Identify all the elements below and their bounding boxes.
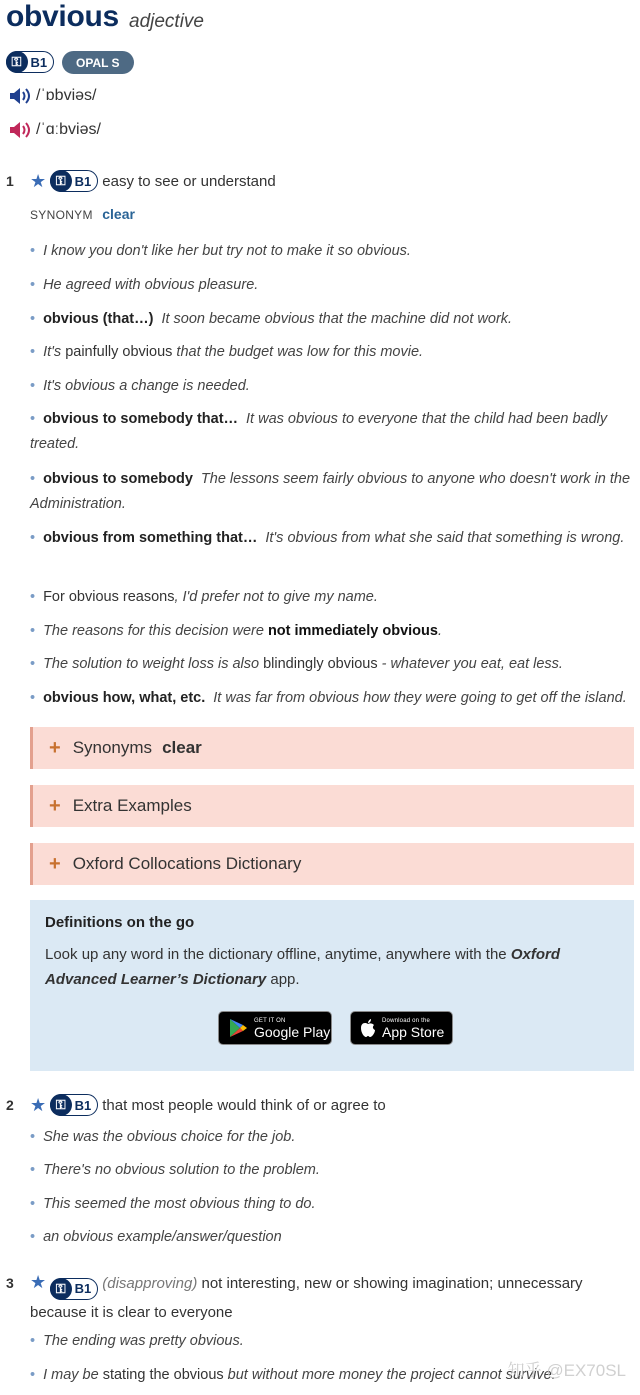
example-text: It's bbox=[43, 344, 66, 360]
example-item bbox=[30, 467, 636, 517]
speaker-us-icon[interactable] bbox=[8, 120, 32, 140]
definition: that most people would think of or agree to bbox=[102, 1096, 386, 1114]
bullet: • bbox=[30, 623, 36, 639]
bullet: • bbox=[30, 530, 36, 546]
headword: obvious bbox=[6, 0, 119, 33]
extra-examples-label: Extra Examples bbox=[72, 796, 192, 815]
bullet: • bbox=[30, 411, 36, 427]
bullet: • bbox=[30, 656, 36, 672]
watermark: 知乎 @EX70SL bbox=[507, 1361, 626, 1380]
sense-number: 2 bbox=[6, 1097, 14, 1113]
star-icon: ★ bbox=[30, 1095, 47, 1115]
bullet: • bbox=[30, 344, 36, 360]
example-text: It was obvious to everyone that the child had been badly treated. bbox=[30, 411, 608, 452]
collocation-pattern: obvious to somebody bbox=[43, 471, 193, 487]
sense-1-definition-line bbox=[30, 170, 276, 192]
example-item bbox=[30, 526, 636, 551]
example-text: painfully obvious bbox=[65, 344, 173, 360]
example-text: blindingly obvious bbox=[263, 656, 378, 672]
bullet: • bbox=[30, 1367, 36, 1383]
bullet: • bbox=[30, 1129, 36, 1145]
example-text: The ending was pretty obvious. bbox=[43, 1333, 244, 1349]
synonyms-box-label: Synonyms bbox=[72, 738, 153, 757]
synonyms-box-word: clear bbox=[162, 738, 202, 757]
example-text: There's no obvious solution to the problem. bbox=[43, 1162, 320, 1178]
example-text: For obvious reasons bbox=[43, 589, 175, 605]
bullet: • bbox=[30, 589, 36, 605]
example-item bbox=[30, 585, 636, 610]
collocation-pattern: obvious to somebody that… bbox=[43, 411, 239, 427]
level-badge[interactable]: ⚿ B1 bbox=[50, 170, 98, 192]
apple-icon bbox=[359, 1018, 377, 1038]
example-text: He agreed with obvious pleasure. bbox=[43, 277, 259, 293]
bullet: • bbox=[30, 1162, 36, 1178]
oxford-key-icon: ⚿ bbox=[50, 1278, 72, 1300]
example-item bbox=[30, 340, 636, 365]
example-item bbox=[30, 1158, 636, 1183]
sense-number: 3 bbox=[6, 1275, 14, 1291]
collocations-label: Oxford Collocations Dictionary bbox=[72, 854, 302, 873]
synonym-label: SYNONYM bbox=[30, 208, 93, 222]
example-item bbox=[30, 619, 636, 644]
level-badge[interactable]: ⚿ B1 bbox=[50, 1094, 98, 1116]
opal-badge[interactable]: OPAL S bbox=[62, 51, 134, 74]
bullet: • bbox=[30, 378, 36, 394]
plus-icon: + bbox=[49, 852, 61, 875]
google-play-icon bbox=[227, 1017, 249, 1039]
oxford-key-icon: ⚿ bbox=[50, 1094, 72, 1116]
example-item bbox=[30, 1192, 636, 1217]
example-item bbox=[30, 1329, 636, 1354]
example-text: that the budget was low for this movie. bbox=[172, 344, 424, 360]
google-play-button[interactable]: GET IT ON Google Play bbox=[218, 1011, 332, 1045]
example-item bbox=[30, 1225, 636, 1250]
example-text: not immediately obvious bbox=[267, 623, 438, 639]
example-text: I know you don't like her but try not to make it so obvious. bbox=[43, 243, 411, 259]
example-text: It's obvious from what she said that something is wrong. bbox=[265, 530, 625, 546]
collocation-pattern: obvious (that…) bbox=[43, 311, 154, 327]
example-text: , I'd prefer not to give my name. bbox=[174, 589, 378, 605]
bullet: • bbox=[30, 1333, 36, 1349]
extra-examples-box[interactable] bbox=[30, 785, 634, 827]
bullet: • bbox=[30, 277, 36, 293]
example-item bbox=[30, 652, 636, 677]
example-item bbox=[30, 1125, 636, 1150]
level-badge[interactable]: ⚿ B1 bbox=[6, 51, 54, 73]
bullet: • bbox=[30, 471, 36, 487]
example-item bbox=[30, 307, 636, 332]
example-text: It soon became obvious that the machine did not work. bbox=[161, 311, 513, 327]
example-item bbox=[30, 686, 636, 711]
example-text: but without more money the project cannot survive. bbox=[223, 1367, 556, 1383]
example-text: This seemed the most obvious thing to do. bbox=[43, 1196, 316, 1212]
star-icon: ★ bbox=[30, 171, 47, 191]
example-text: She was the obvious choice for the job. bbox=[43, 1129, 296, 1145]
part-of-speech: adjective bbox=[129, 11, 204, 32]
sense-number: 1 bbox=[6, 173, 14, 189]
oxford-key-icon: ⚿ bbox=[50, 170, 72, 192]
pron-uk-text: /ˈɒbviəs/ bbox=[36, 87, 97, 104]
level-badge[interactable]: ⚿ B1 bbox=[50, 1278, 98, 1300]
pron-uk bbox=[8, 86, 96, 106]
example-text: . bbox=[437, 623, 442, 639]
collocations-box[interactable] bbox=[30, 843, 634, 885]
example-text: The solution to weight loss is also bbox=[43, 656, 264, 672]
pron-us bbox=[8, 120, 101, 140]
promo-title: Definitions on the go bbox=[45, 914, 195, 931]
oxford-key-icon: ⚿ bbox=[6, 51, 28, 73]
promo-panel bbox=[30, 900, 634, 1071]
example-text: stating the obvious bbox=[102, 1367, 224, 1383]
example-text: an obvious example/answer/question bbox=[43, 1229, 282, 1245]
collocation-pattern: obvious from something that… bbox=[43, 530, 258, 546]
bullet: • bbox=[30, 311, 36, 327]
bullet: • bbox=[30, 690, 36, 706]
example-item bbox=[30, 273, 636, 298]
bullet: • bbox=[30, 1229, 36, 1245]
sense-3-definition-line bbox=[30, 1271, 630, 1326]
usage-label: (disapproving) bbox=[102, 1275, 198, 1292]
example-text: The reasons for this decision were bbox=[43, 623, 268, 639]
example-text: The lessons seem fairly obvious to anyone who doesn't work in the Administration. bbox=[30, 471, 631, 512]
plus-icon: + bbox=[49, 736, 61, 759]
sense-2-definition-line bbox=[30, 1094, 386, 1116]
bullet: • bbox=[30, 243, 36, 259]
synonym-line bbox=[30, 206, 135, 224]
star-icon: ★ bbox=[30, 1272, 47, 1292]
example-item bbox=[30, 374, 636, 399]
app-store-button[interactable]: Download on the App Store bbox=[350, 1011, 453, 1045]
plus-icon: + bbox=[49, 794, 61, 817]
collocation-pattern: obvious how, what, etc. bbox=[43, 690, 206, 706]
definition: easy to see or understand bbox=[102, 172, 276, 190]
bullet: • bbox=[30, 1196, 36, 1212]
synonym-link[interactable]: clear bbox=[102, 206, 135, 222]
example-item bbox=[30, 407, 636, 457]
example-item bbox=[30, 239, 636, 264]
speaker-uk-icon[interactable] bbox=[8, 86, 32, 106]
synonyms-box[interactable] bbox=[30, 727, 634, 769]
example-text: It was far from obvious how they were going to get off the island. bbox=[213, 690, 627, 706]
pron-us-text: /ˈɑːbviəs/ bbox=[36, 121, 101, 138]
promo-body: Look up any word in the dictionary offline, anytime, anywhere with the Oxford Advanced Learner’s Dictionary app. bbox=[45, 946, 560, 988]
definition: not interesting, new or showing imagination; unnecessary because it is clear to everyone bbox=[30, 1275, 583, 1321]
example-text: It's obvious a change is needed. bbox=[43, 378, 250, 394]
example-text: - whatever you eat, eat less. bbox=[377, 656, 563, 672]
example-text: I may be bbox=[43, 1367, 103, 1383]
